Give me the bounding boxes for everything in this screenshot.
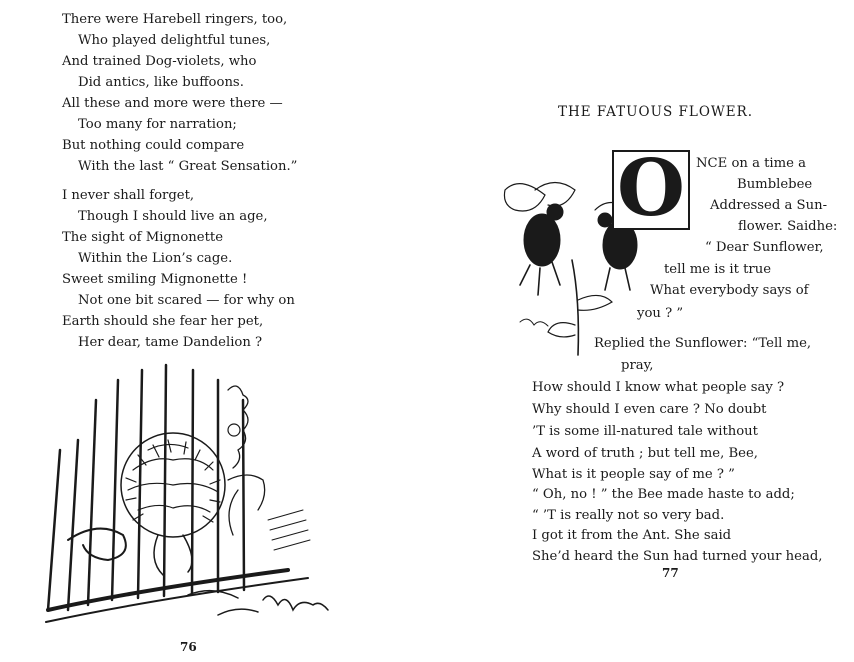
verse-line: Did antics, like buffoons. <box>78 75 244 90</box>
verse-line: Who played delightful tunes, <box>78 33 271 48</box>
verse-line: And trained Dog-violets, who <box>62 54 257 69</box>
verse-line: Too many for narration; <box>78 117 237 132</box>
verse-line: I got it from the Ant. She said <box>532 528 732 543</box>
verse-line: A word of truth ; but tell me, Bee, <box>532 446 758 461</box>
verse-line: NCE on a time a <box>696 156 807 171</box>
verse-line: “ Oh, no ! ” the Bee made haste to add; <box>532 487 795 502</box>
verse-line: “ ’T is really not so very bad. <box>532 508 725 523</box>
verse-line: Her dear, tame Dandelion ? <box>78 335 263 350</box>
verse-line: Not one bit scared — for why on <box>78 293 295 308</box>
verse-line: She’d heard the Sun had turned your head, <box>532 549 823 564</box>
verse-line: flower. Saidhe: <box>738 219 838 234</box>
verse-line: All these and more were there — <box>62 96 283 111</box>
verse-line: But nothing could compare <box>62 138 245 153</box>
verse-line: How should I know what people say ? <box>532 380 785 395</box>
cage-illustration <box>38 360 338 635</box>
verse-line: Bumblebee <box>737 177 813 192</box>
verse-line: What is it people say of me ? ” <box>532 467 735 482</box>
page-number: 76 <box>180 640 197 654</box>
verse-line: ’T is some ill-natured tale without <box>532 424 758 439</box>
verse-line: I never shall forget, <box>62 188 195 203</box>
page-number: 77 <box>662 566 679 580</box>
verse-line: “ Dear Sunflower, <box>705 240 824 255</box>
verse-line: you ? ” <box>637 306 684 321</box>
verse-line: Though I should live an age, <box>78 209 268 224</box>
page-title: THE FATUOUS FLOWER. <box>558 104 754 120</box>
verse-line: The sight of Mignonette <box>62 230 224 245</box>
verse-line: With the last “ Great Sensation.” <box>78 159 298 174</box>
verse-line: Sweet smiling Mignonette ! <box>62 272 248 287</box>
verse-line: Why should I even care ? No doubt <box>532 402 767 417</box>
verse-line: What everybody says of <box>650 283 809 298</box>
drop-cap-letter: O <box>617 143 685 234</box>
drop-cap <box>612 143 690 234</box>
verse-line: Addressed a Sun- <box>710 198 828 213</box>
verse-line: Replied the Sunflower: “Tell me, <box>594 336 812 351</box>
verse-line: pray, <box>621 358 654 373</box>
verse-line: There were Harebell ringers, too, <box>62 12 288 27</box>
verse-line: tell me is it true <box>664 262 772 277</box>
verse-line: Within the Lion’s cage. <box>78 251 233 266</box>
verse-line: Earth should she fear her pet, <box>62 314 264 329</box>
